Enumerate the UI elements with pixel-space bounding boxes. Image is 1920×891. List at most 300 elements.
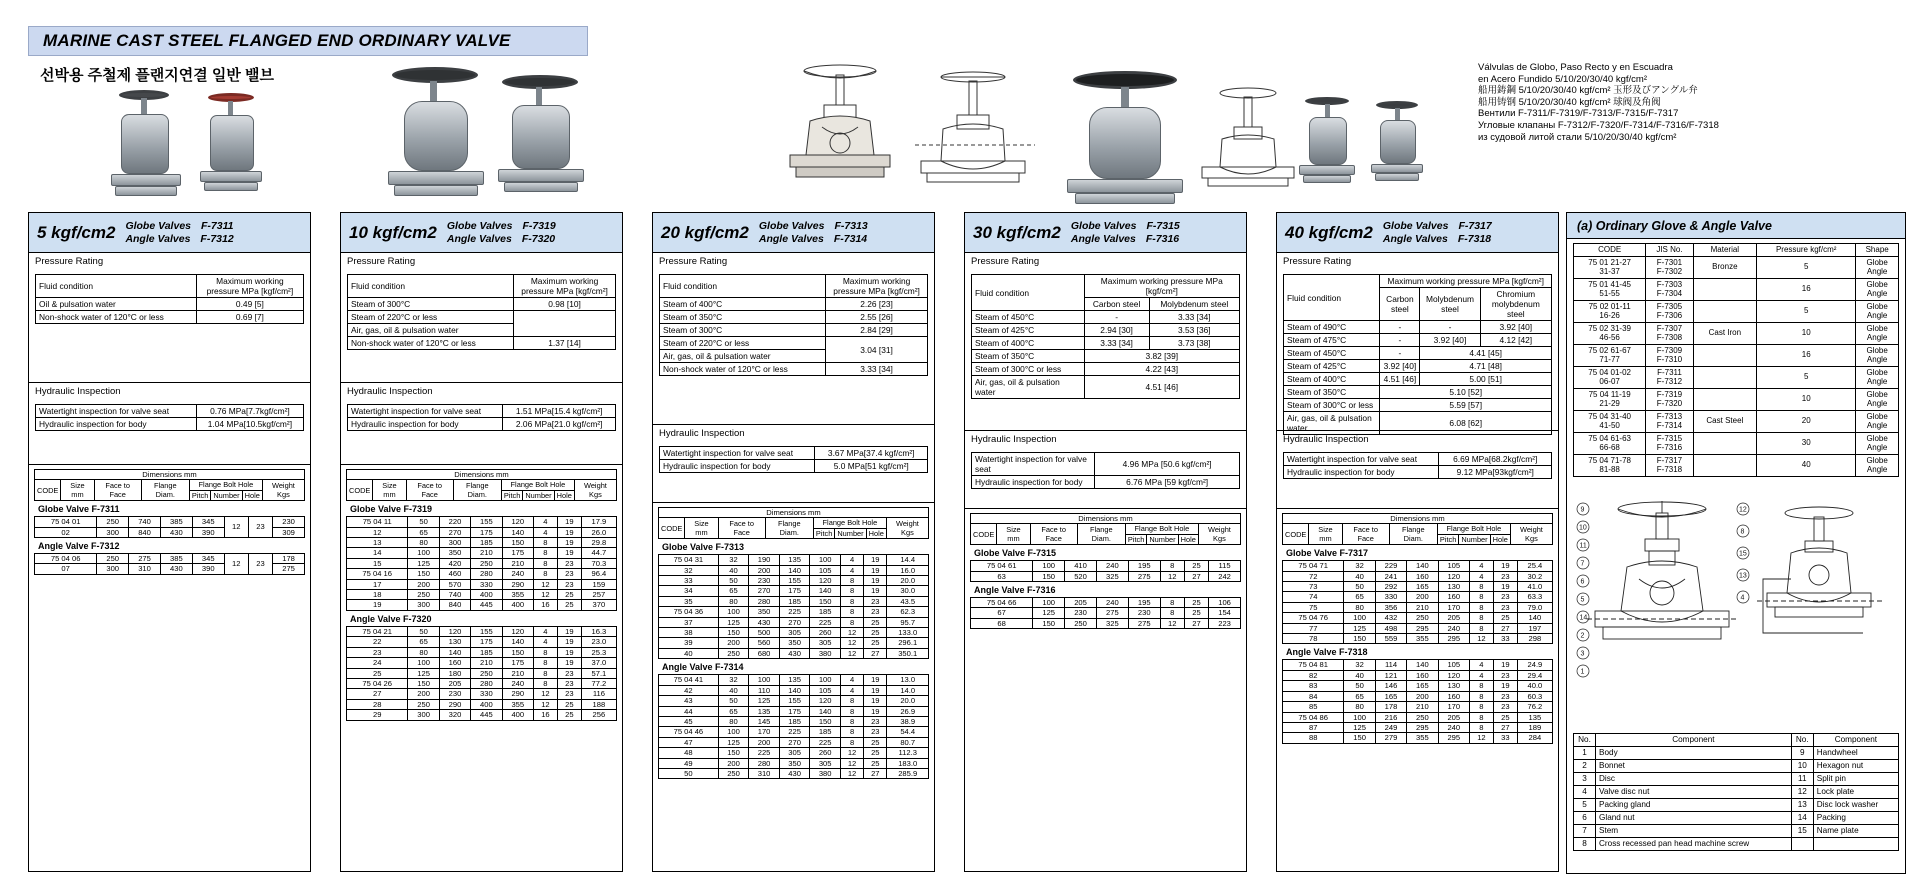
table-row: Steam of 425°C 3.92 [40] 4.71 [48]	[1284, 360, 1552, 373]
angle-valve-label: Angle Valves	[125, 232, 191, 245]
th-flange-bolt-hole: Flange Bolt Hole	[1437, 524, 1510, 534]
dim-cell: 305	[810, 638, 841, 648]
cell-code: 75 02 61-67 71-77	[1574, 344, 1646, 366]
table-row	[1283, 733, 1553, 743]
dim-cell: 280	[749, 758, 780, 768]
dim-cell: 19	[864, 555, 887, 565]
dim-cell: 75 04 46	[659, 727, 719, 737]
dim-cell: 8	[533, 678, 557, 688]
hydraulic-section-10kgf	[341, 383, 622, 465]
dim-cell: 38	[659, 628, 719, 638]
dim-cell: 27	[864, 648, 887, 658]
table-row: Hydraulic inspection for body 5.0 MPa[51 kgf/cm²]	[660, 460, 928, 473]
dim-cell: 205	[1438, 613, 1469, 623]
dim-cell: 432	[1375, 613, 1406, 623]
cell-value: 0.76 MPa[7.7kgf/cm²]	[196, 405, 303, 418]
dim-cell: 8	[533, 569, 557, 579]
globe-valve-section-drawing	[905, 65, 1045, 215]
table-row: Non-shock water of 120°C or less 3.33 [34]	[660, 363, 928, 376]
dim-cell: 75 04 41	[659, 675, 719, 685]
group-label: Globe Valve F-7315	[974, 548, 1057, 559]
table-row	[1283, 722, 1553, 732]
cell-part-name: Disc lock washer	[1813, 798, 1898, 811]
dim-cell: 150	[1033, 571, 1065, 581]
dim-cell: 44.7	[581, 548, 616, 558]
cell-part-name: Stem	[1596, 824, 1792, 837]
dim-cell: 25	[864, 617, 887, 627]
panel-header-10kgf	[341, 213, 622, 253]
cell-part-no: 13	[1791, 798, 1813, 811]
th-number: Number	[211, 490, 242, 500]
dim-cell: 330	[471, 689, 502, 699]
table-row: Steam of 400°C 2.26 [23]	[660, 298, 928, 311]
dim-cell: 23	[1493, 691, 1517, 701]
table-row: Steam of 490°C - - 3.92 [40]	[1284, 321, 1552, 334]
dim-cell: 19	[557, 517, 581, 527]
dim-cell: 27	[1184, 571, 1208, 581]
section-title: Pressure Rating	[347, 256, 416, 267]
cell-pressure: 16	[1757, 278, 1856, 300]
cell-material: Cast Steel	[1693, 410, 1757, 432]
dim-cell: 19	[1493, 561, 1517, 571]
table-row	[347, 699, 617, 709]
dim-cell: 189	[1517, 722, 1552, 732]
dim-cell: 150	[810, 596, 841, 606]
small-globe-valve-photo	[1295, 97, 1365, 197]
dim-cell: 175	[471, 637, 502, 647]
dim-cell: 12	[533, 699, 557, 709]
dim-cell: 20.0	[887, 576, 929, 586]
dim-cell: 45	[659, 716, 719, 726]
dim-cell: 8	[1469, 602, 1493, 612]
globe-valve-code: F-7315	[1146, 219, 1180, 232]
dimensions-header-table	[34, 469, 305, 501]
dim-cell: 116	[581, 689, 616, 699]
dim-cell: 250	[718, 768, 749, 778]
dim-cell: 8	[533, 538, 557, 548]
dim-cell: 140	[1517, 613, 1552, 623]
dim-cell: 8	[840, 576, 863, 586]
dim-cell: 200	[408, 689, 439, 699]
table-row	[1574, 746, 1899, 759]
dim-cell: 310	[749, 768, 780, 778]
hydraulic-table	[347, 404, 616, 431]
valve-type-list	[1071, 220, 1180, 246]
dim-cell: 320	[439, 710, 470, 720]
dim-cell: 40	[718, 565, 749, 575]
dim-cell: 500	[749, 628, 780, 638]
svg-text:4: 4	[1740, 594, 1745, 601]
dim-cell: 23	[557, 689, 581, 699]
dim-cell: 4	[1469, 670, 1493, 680]
dim-cell: 260	[810, 628, 841, 638]
dim-cell: 19	[557, 548, 581, 558]
dim-cell: 8	[533, 558, 557, 568]
table-row	[659, 607, 929, 617]
cell-condition: Non-shock water of 120°C or less	[36, 311, 197, 324]
dim-cell: 680	[749, 648, 780, 658]
dim-cell: 60.3	[1517, 691, 1552, 701]
dim-cell: 19	[864, 576, 887, 586]
dimensions-table-angle-f7316	[970, 597, 1241, 629]
panel-40kgf	[1276, 212, 1559, 872]
table-row	[36, 418, 304, 431]
dim-cell: 380	[810, 648, 841, 658]
dim-cell: 330	[471, 579, 502, 589]
dim-cell: 270	[439, 527, 470, 537]
dim-cell: 77	[1283, 623, 1344, 633]
dim-cell: 23	[864, 727, 887, 737]
dim-cell: 4	[533, 527, 557, 537]
cell-part-name: Lock plate	[1813, 785, 1898, 798]
dim-cell: 8	[1160, 608, 1184, 618]
dim-cell: 12	[1160, 571, 1184, 581]
cell-material	[1693, 454, 1757, 476]
th-parts-2: No.	[1791, 733, 1813, 746]
dim-cell: 12	[840, 638, 863, 648]
dim-cell: 8	[840, 607, 863, 617]
table-row: Steam of 400°C 3.33 [34] 3.73 [38]	[972, 337, 1240, 350]
dim-cell: 37.0	[581, 658, 616, 668]
pressure-rating-section-5kgf	[29, 253, 310, 383]
cell-part-name: Handwheel	[1813, 746, 1898, 759]
table-row	[1283, 582, 1553, 592]
section-title: Hydraulic Inspection	[35, 386, 121, 397]
section-title: Pressure Rating	[659, 256, 728, 267]
dim-cell: 120	[1438, 571, 1469, 581]
dim-cell: 160	[1407, 571, 1438, 581]
hydraulic-table	[1283, 452, 1552, 479]
dim-cell: 79.0	[1517, 602, 1552, 612]
globe-valve-label: Globe Valves	[758, 219, 825, 232]
globe-valve-code: F-7319	[522, 219, 556, 232]
dim-cell: 250	[408, 699, 439, 709]
table-row	[971, 608, 1241, 618]
angle-valve-label: Angle Valves	[1382, 232, 1448, 245]
th-shape: Shape	[1856, 244, 1899, 257]
dim-cell: 225	[779, 727, 810, 737]
th-weight: Weight Kgs	[262, 480, 304, 501]
dim-cell: 185	[471, 647, 502, 657]
multilingual-descriptions	[1478, 62, 1908, 143]
cell-material	[1693, 432, 1757, 454]
th-fluid-condition: Fluid condition	[36, 275, 197, 298]
dim-cell: 75 04 26	[347, 678, 408, 688]
dim-cell: 37	[659, 617, 719, 627]
cell-label: Hydraulic inspection for body	[36, 418, 197, 431]
dim-cell: 250	[1065, 618, 1097, 628]
dim-cell: 8	[840, 727, 863, 737]
dim-cell: 350	[749, 607, 780, 617]
dimensions-section-40kgf	[1277, 509, 1558, 748]
hydraulic-section-30kgf	[965, 431, 1246, 509]
dim-cell: 100	[408, 658, 439, 668]
dim-cell: 250	[408, 590, 439, 600]
cell-part-name: Cross recessed pan head machine screw	[1596, 837, 1792, 850]
dim-cell: 350	[779, 758, 810, 768]
dim-cell: 4	[840, 685, 863, 695]
cell-jis: F-7305 F-7306	[1646, 300, 1693, 322]
dim-cell: 25	[1184, 608, 1208, 618]
dim-cell: 210	[471, 658, 502, 668]
dim-cell: 23	[347, 647, 408, 657]
hydraulic-section-5kgf	[29, 383, 310, 465]
dim-cell: 280	[471, 678, 502, 688]
dim-cell: 8	[1469, 613, 1493, 623]
dim-cell: 430	[779, 648, 810, 658]
dim-cell: 135	[1517, 712, 1552, 722]
dim-cell: 241	[1375, 571, 1406, 581]
dim-cell: 570	[439, 579, 470, 589]
dim-cell: 8	[1469, 691, 1493, 701]
table-row: Steam of 425°C 2.94 [30] 3.53 [36]	[972, 324, 1240, 337]
dim-cell: 43	[659, 696, 719, 706]
cell-code: 75 04 61-63 66-68	[1574, 432, 1646, 454]
table-row	[659, 638, 929, 648]
dim-cell: 155	[471, 517, 502, 527]
dim-cell: 32	[1344, 561, 1375, 571]
dim-cell: 8	[840, 586, 863, 596]
table-row	[1574, 759, 1899, 772]
dim-cell: 34	[659, 586, 719, 596]
dim-cell: 140	[779, 565, 810, 575]
table-row: Air, gas, oil & pulsation water	[660, 350, 928, 363]
ordinary-valve-code-table	[1573, 243, 1899, 477]
dim-cell: 8	[840, 596, 863, 606]
dim-cell: 65	[1344, 691, 1375, 701]
cell-pressure: 20	[1757, 410, 1856, 432]
cell-shape: Globe Angle	[1856, 366, 1899, 388]
group-label: Globe Valve F-7311	[38, 504, 120, 515]
table-row: Hydraulic inspection for body 6.76 MPa [59 kgf/cm²]	[972, 476, 1240, 489]
dim-cell: 150	[810, 716, 841, 726]
dim-cell: 133.0	[887, 628, 929, 638]
cell-part-no: 8	[1574, 837, 1596, 850]
dim-cell: 8	[840, 737, 863, 747]
table-row	[1283, 712, 1553, 722]
lang-line: 船用鋳鋼 5/10/20/30/40 kgf/cm² 玉形及びアングル弁	[1478, 85, 1698, 97]
th-flange-bolt-hole: Flange Bolt Hole	[813, 518, 886, 528]
dim-cell: 250	[1407, 712, 1438, 722]
dim-cell: 19	[864, 586, 887, 596]
globe-valve-label: Globe Valves	[125, 219, 191, 232]
dim-cell: 290	[502, 689, 533, 699]
dim-cell: 18	[347, 590, 408, 600]
dim-cell: 250	[471, 558, 502, 568]
dim-cell: 19	[864, 706, 887, 716]
table-row	[659, 628, 929, 638]
angle-valve-code: F-7312	[200, 232, 234, 245]
dim-title: Dimensions mm	[347, 470, 617, 480]
dim-cell: 12	[840, 748, 863, 758]
dim-cell: 32	[1344, 660, 1375, 670]
dim-cell: 19	[557, 647, 581, 657]
dim-cell: 185	[779, 716, 810, 726]
table-row	[347, 569, 617, 579]
dim-cell: 180	[439, 668, 470, 678]
globe-valve-label: Globe Valves	[446, 219, 513, 232]
dim-cell: 270	[749, 586, 780, 596]
dim-cell: 80	[1344, 602, 1375, 612]
table-row	[1574, 300, 1899, 322]
lang-line: из судовой литой стали 5/10/20/30/40 kgf/cm²	[1478, 131, 1677, 143]
rating-label: 10 kgf/cm2	[349, 222, 437, 242]
svg-text:11: 11	[1579, 542, 1587, 549]
table-row	[1283, 691, 1553, 701]
dim-cell: 150	[408, 678, 439, 688]
pressure-rating-table	[35, 274, 304, 324]
dim-cell: 12	[1469, 634, 1493, 644]
dim-cell: 305	[779, 748, 810, 758]
dim-cell: 74	[1283, 592, 1344, 602]
dim-cell: 75 04 86	[1283, 712, 1344, 722]
table-row	[659, 596, 929, 606]
dim-cell: 96.4	[581, 569, 616, 579]
panel-header-30kgf	[965, 213, 1246, 253]
svg-text:14: 14	[1579, 614, 1588, 621]
panel-20kgf	[652, 212, 935, 872]
dim-cell: 225	[810, 617, 841, 627]
cell-label: Watertight inspection for valve seat	[36, 405, 197, 418]
dim-cell: 19	[557, 658, 581, 668]
dim-cell: 23	[1493, 702, 1517, 712]
dim-cell: 216	[1375, 712, 1406, 722]
svg-text:3: 3	[1580, 650, 1585, 657]
dimensions-table-globe-f7311	[34, 516, 305, 538]
cell-part-no: 6	[1574, 811, 1596, 824]
cell-code: 75 04 71-78 81-88	[1574, 454, 1646, 476]
cell-code: 75 01 41-45 51-55	[1574, 278, 1646, 300]
table-row	[1574, 388, 1899, 410]
dim-cell: 356	[1375, 602, 1406, 612]
table-row	[1574, 798, 1899, 811]
svg-text:6: 6	[1580, 578, 1585, 585]
dim-cell: 280	[749, 596, 780, 606]
th-code: CODE	[35, 480, 61, 501]
table-row	[971, 598, 1241, 608]
dim-cell: 75 04 76	[1283, 613, 1344, 623]
cell-jis: F-7301 F-7302	[1646, 256, 1693, 278]
table-row	[1283, 660, 1553, 670]
dim-cell: 57.1	[581, 668, 616, 678]
dim-cell: 8	[840, 706, 863, 716]
table-row: Steam of 220°C or less 3.04 [31]	[660, 337, 928, 350]
cell-pressure: 10	[1757, 322, 1856, 344]
dim-cell: 40	[659, 648, 719, 658]
dim-cell: 290	[502, 579, 533, 589]
dim-cell: 120	[439, 626, 470, 636]
dim-cell: 200	[718, 638, 749, 648]
dim-cell: 190	[749, 555, 780, 565]
dim-cell: 8	[1469, 712, 1493, 722]
dim-cell: 155	[779, 696, 810, 706]
angle-valve-code: F-7316	[1145, 232, 1180, 245]
cell-shape: Globe Angle	[1856, 388, 1899, 410]
dim-cell: 100	[1033, 598, 1065, 608]
svg-text:12: 12	[1739, 506, 1747, 513]
dim-cell: 150	[408, 569, 439, 579]
dimensions-table-globe-f7313	[658, 554, 929, 659]
dim-cell: 300	[408, 710, 439, 720]
dim-cell: 8	[1469, 582, 1493, 592]
cell-code: 75 02 01-11 16-26	[1574, 300, 1646, 322]
dim-cell: 295	[1407, 623, 1438, 633]
dim-cell: 27	[1493, 623, 1517, 633]
dim-cell: 154	[1209, 608, 1241, 618]
angle-valve-photo-red-wheel	[196, 93, 272, 205]
angle-valve-code: F-7314	[833, 232, 868, 245]
table-row	[1574, 824, 1899, 837]
th-flange-bolt-hole: Flange Bolt Hole	[1125, 524, 1198, 534]
table-row	[659, 716, 929, 726]
dim-cell: 150	[718, 628, 749, 638]
dim-cell: 275	[1096, 608, 1128, 618]
cell-material	[1693, 278, 1757, 300]
valve-type-list	[1383, 220, 1492, 246]
table-row: 02 300 840 430 390 309	[35, 527, 305, 537]
dim-cell: 185	[471, 538, 502, 548]
dim-cell: 140	[502, 637, 533, 647]
dim-cell: 23.0	[581, 637, 616, 647]
dim-cell: 135	[779, 555, 810, 565]
cell-part-name: Hexagon nut	[1813, 759, 1898, 772]
dimensions-section-10kgf	[341, 465, 622, 725]
cell-shape: Globe Angle	[1856, 410, 1899, 432]
angle-valve-photo-large	[492, 75, 602, 207]
table-row	[659, 617, 929, 627]
dim-cell: 240	[502, 569, 533, 579]
dim-cell: 445	[471, 600, 502, 610]
dim-cell: 72	[1283, 571, 1344, 581]
dimensions-table-angle-f7312	[34, 553, 305, 575]
table-row: Watertight inspection for valve seat 1.51 MPa[15.4 kgf/cm²]	[348, 405, 616, 418]
angle-valve-code: F-7318	[1457, 232, 1492, 245]
th-parts-0: No.	[1574, 733, 1596, 746]
dim-cell: 230	[1128, 608, 1160, 618]
table-row: Steam of 220°C or less	[348, 311, 616, 324]
valve-images-strip	[0, 55, 1470, 215]
table-row	[1574, 811, 1899, 824]
pressure-rating-table: Fluid condition Maximum working pressure MPa [kgf/cm²] Steam of 400°C 2.26 [23] Steam of 350°C 2.55 [26] Steam of 300°C 2.84 [29] Steam of 220°C or less 3.04 [31] Air, gas, oil & pulsation water Non-shock water of 120°C or less 3.33 [34]	[659, 274, 928, 376]
dim-cell: 12	[533, 579, 557, 589]
svg-text:7: 7	[1580, 560, 1585, 567]
cell-code: 75 04 31-40 41-50	[1574, 410, 1646, 432]
dim-cell: 25	[864, 748, 887, 758]
section-title: Hydraulic Inspection	[347, 386, 433, 397]
dim-cell: 24.9	[1517, 660, 1552, 670]
cell-shape: Globe Angle	[1856, 344, 1899, 366]
pressure-rating-table: Fluid condition Maximum working pressure MPa [kgf/cm²] Carbon steel Molybdenum steel Steam of 450°C - 3.33 [34] Steam of 425°C 2.94 [30] 3.53 [36] Steam of 400°C 3.33 [34] 3.73 [38] Steam of 350°C 3.82 [39] Steam of 300°C or less 4.22 [43] Air, gas, oil & pulsation water 4.51 [46]	[971, 274, 1240, 399]
dim-cell: 8	[533, 658, 557, 668]
cell-part-no	[1791, 837, 1813, 850]
dim-cell: 32	[718, 675, 749, 685]
cell-material: Cast Iron	[1693, 322, 1757, 344]
table-row	[347, 590, 617, 600]
dim-cell: 135	[749, 706, 780, 716]
dim-cell: 125	[1033, 608, 1065, 618]
dim-cell: 65	[718, 586, 749, 596]
table-row	[659, 576, 929, 586]
dim-cell: 155	[779, 576, 810, 586]
table-row: 75 04 06 250 275 385 345 12 23 178	[35, 554, 305, 564]
dim-cell: 285.9	[887, 768, 929, 778]
table-row: 07 300 310 430 390 275	[35, 564, 305, 574]
dim-cell: 25	[864, 628, 887, 638]
cell-jis: F-7319 F-7320	[1646, 388, 1693, 410]
component-list-table	[1573, 733, 1899, 851]
dim-cell: 350	[779, 638, 810, 648]
cell-part-name: Packing	[1813, 811, 1898, 824]
